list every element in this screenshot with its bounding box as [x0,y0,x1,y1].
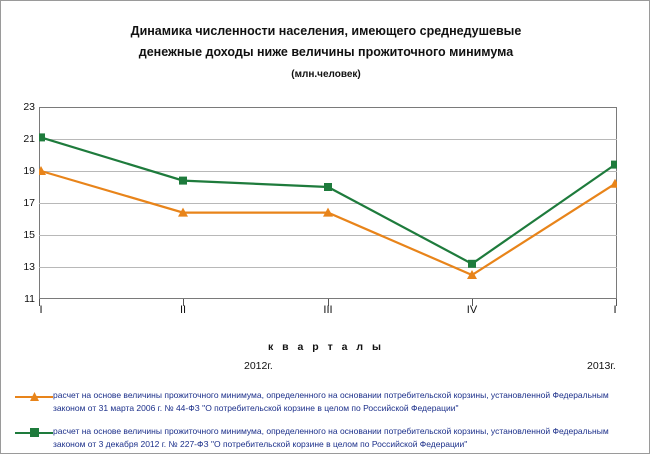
triangle-icon [30,392,39,401]
y-tick-21: 21 [23,133,35,145]
chart-units-label: (млн.человек) [291,69,361,80]
legend-item-orange [15,389,637,415]
x-axis-tick-labels [39,304,617,320]
legend-key-orange [15,390,53,404]
legend-key-green [15,426,53,440]
marker-green-1 [39,133,45,141]
y-tick-11: 11 [24,293,35,305]
series-lines [39,107,617,299]
x-label-q1-2012: I [39,304,43,316]
y-tick-19: 19 [23,165,35,177]
year-label-2013: 2013г. [587,360,616,372]
x-label-q3-2012: III [323,304,333,316]
marker-green-3 [324,183,332,191]
chart-title-block [1,21,650,80]
marker-green-4 [468,260,476,268]
legend-label-orange: расчет на основе величины прожиточного минимума, определенного на основании потребительской корзины, установленной Федеральным законом от 31 марта 2006 г. № 44-ФЗ "О потребительской корзине в целом по Российской Федерации" [53,390,609,413]
x-axis-caption: к в а р т а л ы [267,341,384,353]
y-tick-17: 17 [23,197,35,209]
y-axis-tick-labels [1,101,35,305]
y-tick-15: 15 [23,229,35,241]
legend-item-green [15,425,637,451]
y-tick-13: 13 [23,261,35,273]
year-label-2012: 2012г. [244,360,273,372]
x-label-q4-2012: IV [466,304,478,316]
chart-title-line-2: денежные доходы ниже величины прожиточного минимума [138,45,514,59]
plot-area [39,107,617,299]
series-line-green [41,137,615,263]
y-tick-23: 23 [23,101,35,113]
x-label-q1-2013: I [613,304,617,316]
marker-orange-1 [39,166,46,175]
chart-legend [15,389,637,461]
marker-orange-5 [610,179,617,188]
marker-green-2 [179,177,187,185]
chart-title-line-1: Динамика численности населения, имеющего среднедушевые [130,24,522,38]
x-label-q2-2012: II [179,304,187,316]
legend-label-green: расчет на основе величины прожиточного минимума, определенного на основании потребительской корзины, установленной Федеральным законом от 3 декабря 2012 г. № 227-ФЗ "О потребительской корзине в целом по Российской Федерации" [53,426,609,449]
marker-green-5 [611,161,617,169]
square-icon [30,428,39,437]
